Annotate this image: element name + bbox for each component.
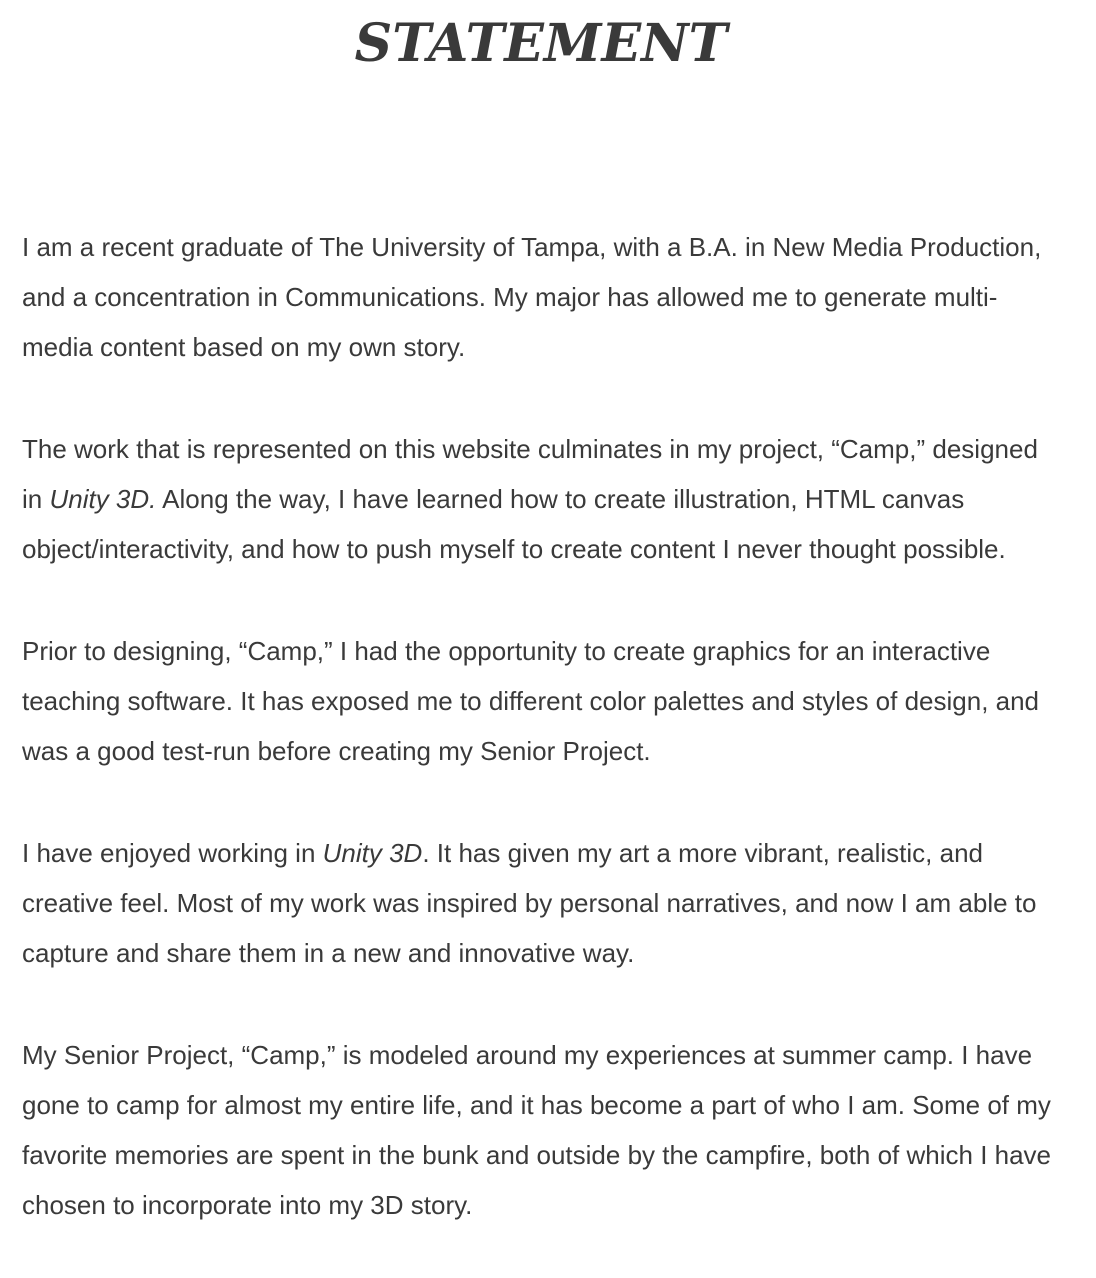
paragraph-unity-text-start: I have enjoyed working in [22,838,323,868]
paragraph-education: I am a recent graduate of The University of Tampa, with a B.A. in New Media Production, and a concentration in Communications. My major has allowed me to generate multi-media content based on my own story. [22,232,1042,362]
paragraph-senior-project: My Senior Project, “Camp,” is modeled around my experiences at summer camp. I have gone to camp for almost my entire life, and it has become a part of who I am. Some of my favorite memories are spent in the bunk and outside by the campfire, both of which I have chosen to incorporate into my 3D story. [22,1040,1052,1220]
paragraph-work-text-end: Along the way, I have learned how to create illustration, HTML canvas object/interactivity, and how to push myself to create content I never thought possible. [22,484,1006,564]
paragraph-unity-text-end: . It has given my art a more vibrant, realistic, and creative feel. Most of my work was inspired by personal narratives, and now I am able to capture and share them in a new and innovative way. [22,838,1037,968]
paragraph-work-text-start: The work that is represented on this website culminates in my project, “Camp,” designed in [22,434,1038,514]
paragraph-work [22,424,1060,574]
statement-body [22,222,1060,1230]
paragraph-prior-experience: Prior to designing, “Camp,” I had the opportunity to create graphics for an interactive teaching software. It has exposed me to different color palettes and styles of design, and was a good test-run before creating my Senior Project. [22,636,1040,766]
page-title: STATEMENT [354,13,728,74]
unity-3d-emphasis: Unity 3D [322,838,423,868]
paragraph-unity [22,828,1060,978]
unity-3d-emphasis: Unity 3D. [49,484,157,514]
